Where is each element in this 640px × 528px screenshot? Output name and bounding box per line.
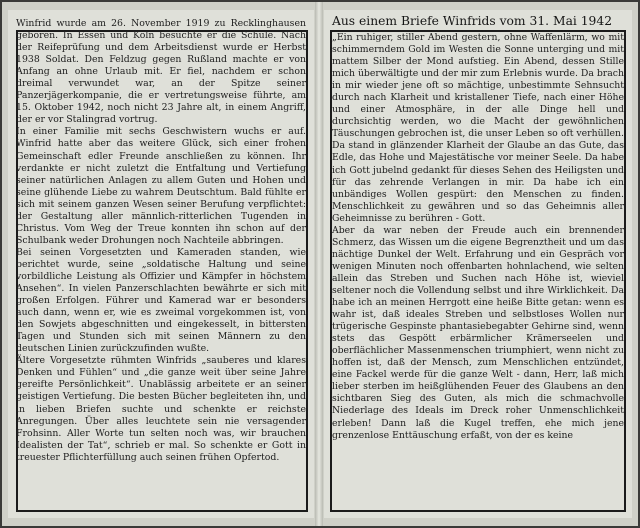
left-page [8, 10, 314, 518]
biography-paragraph: In einer Familie mit sechs Geschwistern wuchs er auf. Winfrid hatte aber das weitere Glück, sich einer frohen Gemeinschaft edler Freunde anschließen zu können. Ihr verdankte er nicht zuletzt die Entfaltung und Vertiefung seiner natürlichen Anlagen zu allem Guten und Hohen und seine glühende Liebe zu wahrem Deutschtum. Bald fühlte er sich mit seinem ganzen Wesen seiner Berufung verpflichtet: der Gestaltung aller männlich-ritterlichen Tugenden in Christus. Vom Weg der Treue konnten ihn schon auf der Schulbank weder Drohungen noch Nachteile abbringen. [16, 126, 306, 246]
letter-paragraph: „Ein ruhiger, stiller Abend gestern, ohne Waffenlärm, wo mit schimmerndem Gold im Westen die Sonne unterging und mit mattem Silber der Mond aufstieg. Ein Abend, dessen Stille mich überwältigte und der mir zum Erlebnis wurde. Da brach in mir wieder jene oft so mächtige, unbestimmte Sehnsucht durch nach Klarheit und kristallener Tiefe, nach einer Höhe und einer Atmosphäre, in der alle Dinge hell und durchsichtig werden, wo die Macht der gewöhnlichen Täuschungen gebrochen ist, die unser Leben so oft verhüllen. Da stand in glänzender Klarheit der Glaube an das Gute, das Edle, das Hohe und Majestätische vor meiner Seele. Da habe ich Gott jubelnd gedankt für dieses Sehen des Heiligsten und für das zehrende Verlangen in mir. Da habe ich ein unbändiges Wollen gespürt: den Menschen zu finden. Menschlichkeit zu gewähren und so das Geheimnis aller Geheimnisse zu berühren - Gott. [332, 32, 624, 224]
letter-text [332, 32, 624, 442]
biography-text [16, 18, 306, 464]
card-fold [315, 2, 323, 526]
letter-paragraph: Aber da war neben der Freude auch ein brennender Schmerz, das Wissen um die eigene Begrenztheit und um das nächtige Dunkel der Welt. Erfahrung und ein Gespräch vor wenigen Minuten noch offenbarten hohnlachend, wie selten allein das Streben und Suchen nach Höhe ist, wieviel seltener noch die Vollendung selbst und ihre Wirklichkeit. Da habe ich an meinen Herrgott eine heiße Bitte getan: wenn es wahr ist, daß ideales Streben und selbstloses Wollen nur trügerische Gespinste phantasiebegabter Gehirne sind, wenn stets das Gespött erbärmlicher Krämerseelen und oberflächlicher Massenmenschen triumphiert, wenn nicht zu hoffen ist, daß der Mensch, zum Menschlichen entzündet, eine Fackel werde für die ganze Welt - dann, Herr, laß mich lieber sterben im heißglühenden Feuer des Glaubens an den sichtbaren Sieg des Guten, als mich die schmachvolle Niederlage des Ideals im Dreck roher Unmenschlichkeit erleben! Dann laß die Kugel treffen, ehe mich jene grenzenlose Enttäuschung erfaßt, von der es keine [332, 224, 624, 441]
biography-paragraph: Bei seinen Vorgesetzten und Kameraden standen, wie berichtet wurde, seine „soldatische Haltung und seine vorbildliche Leistung als Offizier und Kämpfer in höchstem Ansehen“. In vielen Panzerschlachten bewährte er sich mit großen Erfolgen. Führer und Kamerad war er besonders auch dann, wenn er, wie es zweimal vorgekommen ist, von den Sowjets abgeschnitten und eingekesselt, in bittersten Tagen und Stunden sich mit seinen Männern zu den deutschen Linien zurückzufinden wußte. [16, 246, 306, 355]
biography-paragraph: Winfrid wurde am 26. November 1919 zu Recklinghausen geboren. In Essen und Köln besuchte er die Schule. Nach der Reifeprüfung und dem Arbeitsdienst wurde er Herbst 1938 Soldat. Den Feldzug gegen Rußland machte er von Anfang an ohne Urlaub mit. Er fiel, nachdem er schon dreimal verwundet war, an der Spitze seiner Panzerjägerkompanie, die er vertretungsweise führte, am 15. Oktober 1942, noch nicht 23 Jahre alt, in einem Angriff, der er vor Stalingrad vortrug. [16, 18, 306, 126]
biography-paragraph: Ältere Vorgesetzte rühmten Winfrids „sauberes und klares Denken und Fühlen“ und „die ganze weit über seine Jahre gereifte Persönlichkeit“. Unablässig arbeitete er an seiner geistigen Vertiefung. Die besten Bücher begleiteten ihn, und in lieben Briefen suchte und schenkte er reichste Anregungen. Über alles leuchtete sein nie versagender Frohsinn. Aller Worte tun selten noch was, wir brauchen Idealisten der Tat“, schrieb er mal. So schenkte er Gott in treuester Pflichterfüllung auch seinen frühen Opfertod. [16, 355, 306, 463]
memorial-card [2, 2, 638, 526]
letter-title: Aus einem Briefe Winfrids vom 31. Mai 1942 [332, 14, 613, 28]
right-page [324, 10, 632, 518]
